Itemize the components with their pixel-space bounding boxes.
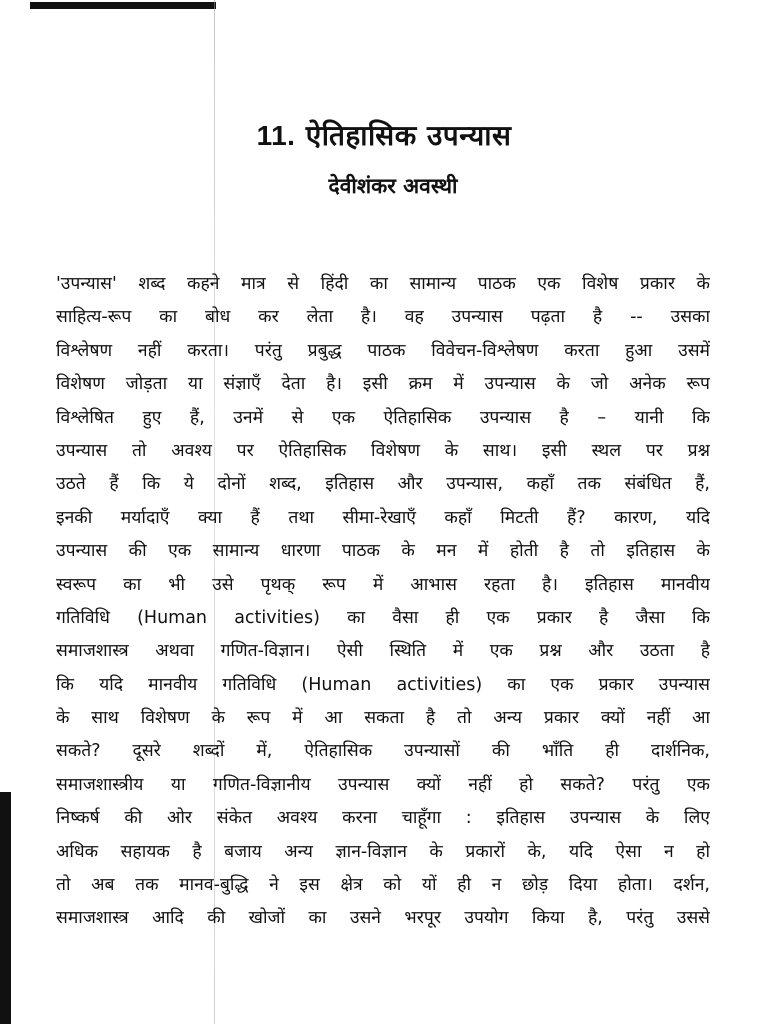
chapter-title — [0, 116, 768, 154]
text-line: उठते हैं कि ये दोनों शब्द, इतिहास और उपन्यास, कहाँ तक संबंधित हैं, — [56, 474, 710, 495]
text-line: साहित्य-रूप का बोध कर लेता है। वह उपन्यास पढ़ता है -- उसका — [56, 307, 710, 328]
text-line: सकते? दूसरे शब्दों में, ऐतिहासिक उपन्यासों की भाँति ही दार्शनिक, — [56, 741, 710, 762]
text-line: उपन्यास की एक सामान्य धारणा पाठक के मन में होती है तो इतिहास के — [56, 541, 710, 562]
text-line: विशेषण जोड़ता या संज्ञाएँ देता है। इसी क्रम में उपन्यास के जो अनेक रूप — [56, 374, 710, 395]
text-line: तो अब तक मानव-बुद्धि ने इस क्षेत्र को यों ही न छोड़ दिया होता। दर्शन, — [56, 875, 710, 896]
text-line: विश्लेषण नहीं करता। परंतु प्रबुद्ध पाठक विवेचन-विश्लेषण करता हुआ उसमें — [56, 340, 710, 361]
text-line: समाजशास्त्र आदि की खोजों का उसने भरपूर उपयोग किया है, परंतु उससे — [56, 908, 710, 929]
text-line: निष्कर्ष की ओर संकेत अवश्य करना चाहूँगा : इतिहास उपन्यास के लिए — [56, 808, 710, 829]
text-line: समाजशास्त्र अथवा गणित-विज्ञान। ऐसी स्थिति में एक प्रश्न और उठता है — [56, 641, 710, 662]
text-line: उपन्यास तो अवश्य पर ऐतिहासिक विशेषण के साथ। इसी स्थल पर प्रश्न — [56, 440, 710, 461]
author-name: देवीशंकर अवस्थी — [328, 174, 458, 198]
scan-edge-left-bar — [0, 792, 11, 1024]
text-line: विश्लेषित हुए हैं, उनमें से एक ऐतिहासिक उपन्यास है – यानी कि — [56, 407, 710, 428]
text-line: समाजशास्त्रीय या गणित-विज्ञानीय उपन्यास क्यों नहीं हो सकते? परंतु एक — [56, 774, 710, 795]
text-line: इनकी मर्यादाएँ क्या हैं तथा सीमा-रेखाएँ कहाँ मिटती हैं? कारण, यदि — [56, 507, 710, 528]
text-line: अधिक सहायक है बजाय अन्य ज्ञान-विज्ञान के प्रकारों के, यदि ऐसा न हो — [56, 841, 710, 862]
text-line: 'उपन्यास' शब्द कहने मात्र से हिंदी का सामान्य पाठक एक विशेष प्रकार के — [56, 274, 710, 294]
scan-edge-top-bar — [30, 2, 216, 9]
chapter-number: 11. — [256, 120, 296, 151]
body-paragraph — [56, 268, 710, 936]
chapter-title-text: ऐतिहासिक उपन्यास — [305, 119, 512, 152]
text-line: के साथ विशेषण के रूप में आ सकता है तो अन्य प्रकार क्यों नहीं आ — [56, 708, 710, 729]
text-line: स्वरूप का भी उसे पृथक् रूप में आभास रहता है। इतिहास मानवीय — [56, 574, 710, 595]
text-line: कि यदि मानवीय गतिविधि (Human activities) का एक प्रकार उपन्यास — [56, 674, 710, 695]
text-line: गतिविधि (Human activities) का वैसा ही एक प्रकार है जैसा कि — [56, 607, 710, 628]
